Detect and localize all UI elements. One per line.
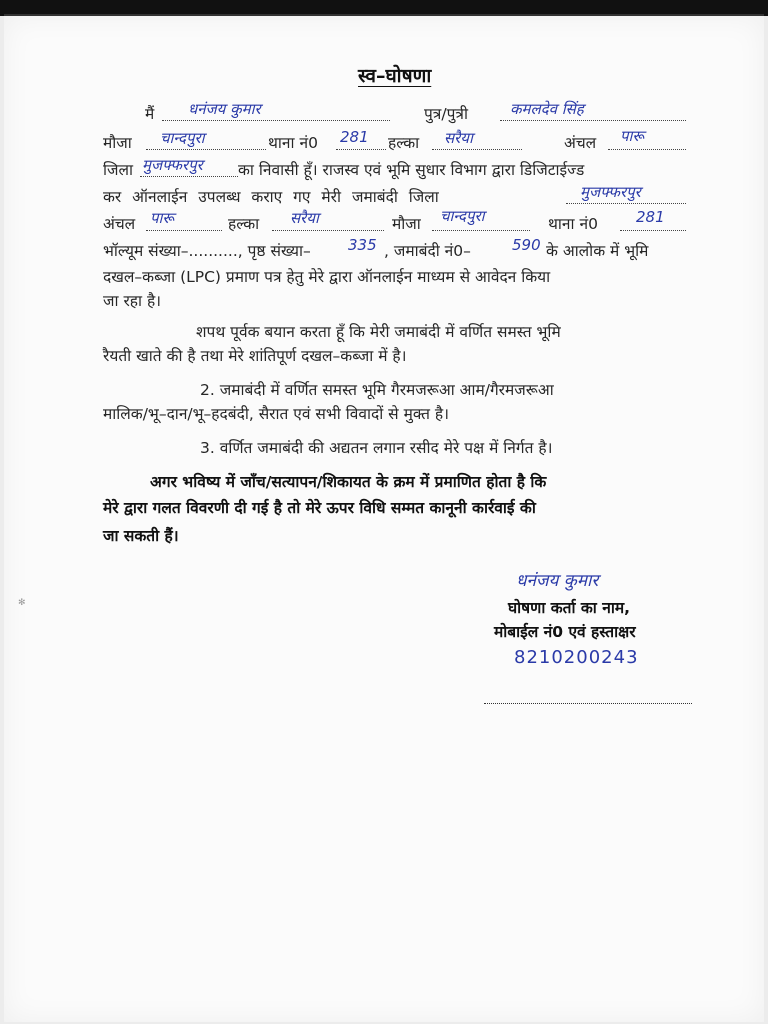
blank-halka	[432, 149, 522, 150]
para2-line1: 2. जमाबंदी में वर्णित समस्त भूमि गैरमजरूआ आम/गैरमजरूआ	[200, 381, 554, 399]
scan-speck: ✻	[18, 598, 26, 608]
bold-line2: मेरे द्वारा गलत विवरणी दी गई है तो मेरे ऊपर विधि सम्मत कानूनी कार्रवाई की	[103, 499, 536, 517]
blank-mauza	[146, 149, 266, 150]
sign-label-2: मोबाईल नं0 एवं हस्ताक्षर	[494, 623, 636, 641]
label-anchal: अंचल	[564, 134, 597, 152]
handwritten-halka-2: सरैया	[290, 209, 319, 227]
sign-label-1: घोषणा कर्ता का नाम,	[508, 599, 630, 617]
label-district: जिला	[103, 161, 134, 179]
handwritten-district-2: मुजफ्फरपुर	[580, 183, 641, 201]
label-thana: थाना नं0	[268, 134, 318, 152]
declaration-line-8: जा रहा है।	[103, 292, 162, 310]
declaration-line-3: का निवासी हूँ। राजस्व एवं भूमि सुधार विभाग द्वारा डिजिटाईज्ड	[238, 161, 585, 179]
blank-district-2	[566, 203, 686, 204]
blank-thana-2	[620, 230, 686, 231]
handwritten-anchal-2: पारू	[150, 209, 175, 227]
para1-line2: रैयती खाते की है तथा मेरे शांतिपूर्ण दखल–कब्जा में है।	[103, 347, 407, 365]
label-main: मैं	[145, 105, 155, 123]
para3: 3. वर्णित जमाबंदी की अद्यतन लगान रसीद मेरे पक्ष में निर्गत है।	[200, 439, 553, 457]
declaration-line-4: कर ऑनलाईन उपलब्ध कराए गए मेरी जमाबंदी जिला	[103, 188, 439, 206]
label-thana-2: थाना नं0	[548, 215, 598, 233]
para2-line2: मालिक/भू–दान/भू–हदबंदी, सैरात एवं सभी विवादों से मुक्त है।	[103, 405, 450, 423]
handwritten-mobile: 8210200243	[514, 647, 639, 668]
handwritten-name: धनंजय कुमार	[188, 100, 261, 118]
declaration-line-6-end: के आलोक में भूमि	[546, 242, 649, 260]
para1-line1: शपथ पूर्वक बयान करता हूँ कि मेरी जमाबंदी में वर्णित समस्त भूमि	[196, 323, 561, 341]
signature: धनंजय कुमार	[516, 571, 599, 591]
blank-thana	[336, 149, 386, 150]
handwritten-district: मुजफ्फरपुर	[142, 156, 203, 174]
handwritten-halka: सरैया	[444, 129, 473, 147]
label-volume-page: भॉल्यूम संख्या–.........., पृष्ठ संख्या–	[103, 242, 311, 260]
signature-line	[484, 703, 692, 704]
blank-anchal-2	[146, 230, 222, 231]
blank-mauza-2	[432, 230, 530, 231]
page-title: स्व–घोषणा	[358, 65, 432, 87]
blank-anchal	[608, 149, 686, 150]
handwritten-jamabandi-no: 590	[512, 236, 541, 254]
bold-line3: जा सकती हैं।	[103, 527, 179, 545]
handwritten-father: कमलदेव सिंह	[510, 100, 584, 118]
blank-father	[500, 120, 686, 121]
handwritten-mauza: चान्दपुरा	[160, 129, 205, 147]
label-father: पुत्र/पुत्री	[424, 105, 468, 123]
blank-halka-2	[272, 230, 384, 231]
handwritten-thana-no: 281	[340, 128, 369, 146]
handwritten-anchal: पारू	[620, 127, 645, 145]
handwritten-page-no: 335	[348, 236, 377, 254]
label-mauza-2: मौजा	[392, 215, 421, 233]
label-halka-2: हल्का	[228, 215, 260, 233]
handwritten-mauza-2: चान्दपुरा	[440, 207, 485, 225]
handwritten-thana-no-2: 281	[636, 208, 665, 226]
label-halka: हल्का	[388, 134, 420, 152]
label-mauza: मौजा	[103, 134, 132, 152]
bold-line1: अगर भविष्य में जाँच/सत्यापन/शिकायत के क्रम में प्रमाणित होता है कि	[150, 473, 547, 491]
declaration-line-7: दखल–कब्जा (LPC) प्रमाण पत्र हेतु मेरे द्वारा ऑनलाईन माध्यम से आवेदन किया	[103, 268, 551, 286]
blank-name	[162, 120, 390, 121]
label-anchal-2: अंचल	[103, 215, 136, 233]
blank-district	[140, 176, 238, 177]
label-jamabandi: , जमाबंदी नं0–	[384, 242, 471, 260]
